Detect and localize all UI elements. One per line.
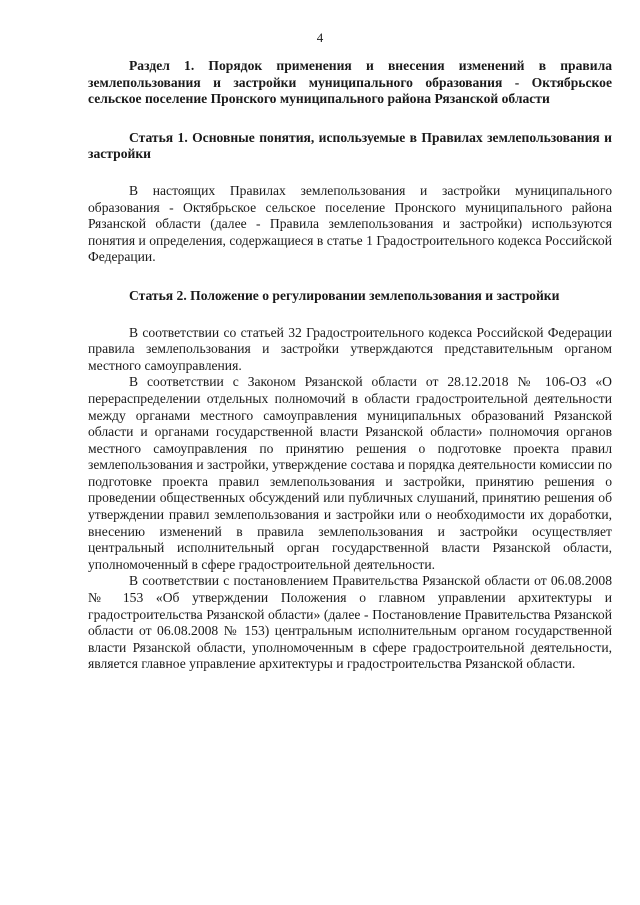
- page-number: 4: [316, 30, 324, 45]
- article-2-paragraph: В соответствии со статьей 32 Градостроительного кодекса Российской Федерации правила землепользования и застройки утверждаются представительным органом местного самоуправления.: [88, 324, 612, 373]
- section-heading: Раздел 1. Порядок применения и внесения изменений в правила землепользования и застройки муниципального образования - Октябрьское сельское поселение Пронского муниципального района Рязанской области: [88, 58, 612, 107]
- article-1-heading: Статья 1. Основные понятия, используемые в Правилах землепользования и застройки: [88, 129, 612, 162]
- document-body: [88, 58, 612, 673]
- article-2-heading: Статья 2. Положение о регулировании землепользования и застройки: [129, 287, 560, 303]
- article-1-paragraph: В настоящих Правилах землепользования и застройки муниципального образования - Октябрьское сельское поселение Пронского муниципального района Рязанской области (далее - Правила землепользования и застройки) используются понятия и определения, содержащиеся в статье 1 Градостроительного кодекса Российской Федерации.: [88, 182, 612, 265]
- article-2-paragraph: В соответствии с Законом Рязанской области от 28.12.2018 № 106-ОЗ «О перераспределении отдельных полномочий в области градостроительной деятельности между органами местного самоуправления муниципальных образований Рязанской области и органами государственной власти Рязанской области» полномочия органов местного самоуправления по принятию решения о подготовке проекта правил землепользования и застройки, утверждение состава и порядка деятельности комиссии по подготовке проекта правил землепользования и застройки, принятию решения о проведении общественных обсуждений или публичных слушаний, принятию решения об утверждении правил землепользования и застройки или о необходимости их доработки, внесению изменений в правила землепользования и застройки осуществляет центральный исполнительный орган государственной власти Рязанской области, уполномоченный в сфере градостроительной деятельности.: [88, 374, 612, 572]
- article-2-paragraph: В соответствии с постановлением Правительства Рязанской области от 06.08.2008 № 153 «Об утверждении Положения о главном управлении архитектуры и градостроительства Рязанской области» (далее - Постановление Правительства Рязанской области от 06.08.2008 № 153) центральным исполнительным органом государственной власти Рязанской области, уполномоченным в сфере градостроительной деятельности, является главное управление архитектуры и градостроительства Рязанской области.: [88, 573, 612, 672]
